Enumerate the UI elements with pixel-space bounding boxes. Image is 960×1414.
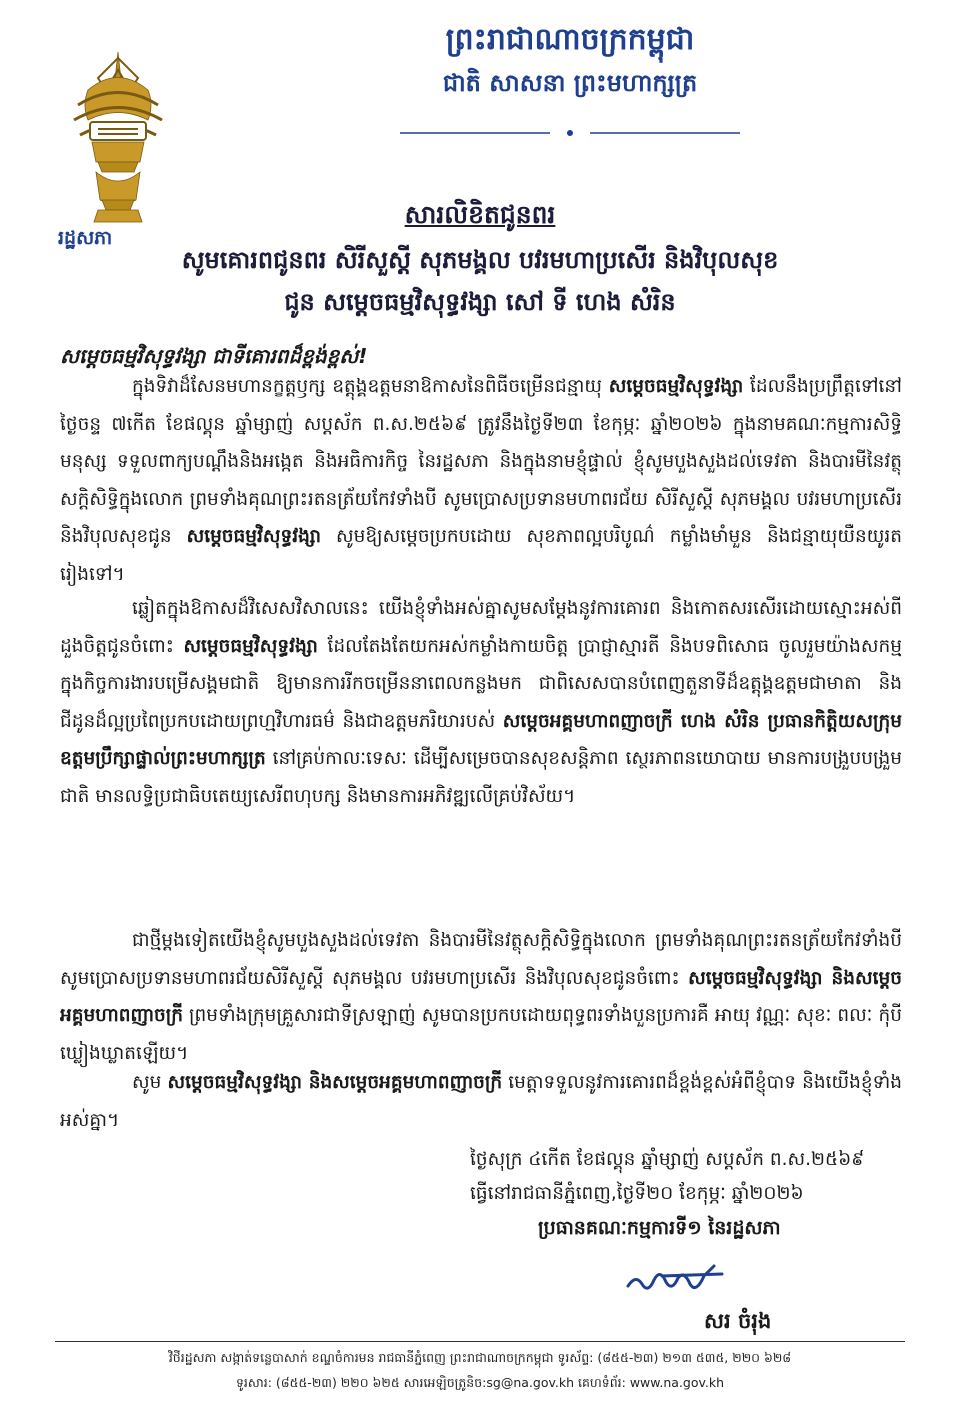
footer-divider: [55, 1341, 905, 1342]
paragraph-2-text-c: ដែលតែងតែយកអស់កម្លាំងកាយចិត្ត ប្រាជ្ញាស្មារតី និងបទពិសោធ ចូលរួមយ៉ាងសកម្មក្នុងកិច្ចការងារបម្រើសង្គមជាតិ ឱ្យមានការរីកចម្រើននាពេលកន្លងមក ជាពិសេសបានបំពេញតួនាទីដ៏ឧត្តុង្គឧត្តមជាមាតា និងជីដូនដ៏ល្អប្រពៃប្រកបដោយព្រហ្មវិហារធម៌ និងជាឧត្តមភរិយារបស់: [60, 635, 902, 732]
place-and-date: ធ្វើនៅរាជធានីភ្នំពេញ,ថ្ងៃទី២០ ខែកុម្ភៈ ឆ្នាំ២០២៦: [470, 1183, 804, 1204]
footer-contact: ទូរសារ: (៨៥៥-២៣) ២២០ ៦២៥ សារអេឡិចត្រូនិច:sg@na.gov.kh គេហទំព័រ: www.na.gov.kh: [235, 1375, 725, 1390]
kingdom-motto: ជាតិ សាសនា ព្រះមហាក្សត្រ: [442, 69, 698, 97]
signer-title: ប្រធានគណៈកម្មការទី១ នៃរដ្ឋសភា: [538, 1217, 781, 1239]
paragraph-3-text-c: ព្រមទាំងក្រុមគ្រួសារជាទីស្រឡាញ់ សូមបានប្រកបដោយពុទ្ធពរទាំងបួនប្រការគឺ អាយុ វណ្ណៈ សុខៈ ពលៈ កុំបីឃ្លៀងឃ្លាតឡើយ។: [60, 1005, 902, 1064]
paragraph-3-text-a: ជាថ្មីម្តងទៀតយើងខ្ញុំសូមបួងសួងដល់ទេវតា និងបារមីនៃវត្ថុសក្តិសិទ្ធិក្នុងលោក ព្រមទាំងគុណព្រះរតនត្រ័យកែវទាំងបី សូមប្រោសប្រទានមហាពរជ័យសិរីសួស្តី សុភមង្គល បវរមហាប្រសើរ និងវិបុលសុខជូនចំពោះ: [60, 930, 902, 989]
paragraph-3-bold-b: សម្តេចធម្មវិសុទ្ធវង្សា និងសម្តេចអគ្គមហាពញាចក្រី: [60, 967, 902, 1027]
greeting-line-1: សូមគោរពជូនពរ សិរីសួស្តី សុភមង្គល បវរមហាប្រសើរ និងវិបុលសុខ: [181, 246, 779, 274]
paragraph-2: [60, 590, 902, 816]
paragraph-1-text-e: សូមឱ្យសម្តេចប្រកបដោយ សុខភាពល្អបរិបូណ៌ កម្លាំងមាំមួន និងជន្មាយុយឺនយូរតរៀងទៅ។: [60, 526, 902, 585]
greeting-line-2: ជូន សម្តេចធម្មវិសុទ្ធវង្សា សៅ ទី ហេង សំរិន: [284, 288, 676, 316]
paragraph-4-bold-b: សម្តេចធម្មវិសុទ្ធវង្សា និងសម្តេចអគ្គមហាពញាចក្រី: [167, 1072, 503, 1093]
footer-address: វិថីរដ្ឋសភា សង្កាត់ទន្លេបាសាក់ ខណ្ឌចំការមន រាជធានីភ្នំពេញ ព្រះរាជាណាចក្រកម្ពុជា ទូរស័ព្ទ: (៨៥៥-២៣) ២១៣ ៥៣៥, ២២០ ៦២៨: [168, 1350, 792, 1365]
handwritten-signature: [622, 1256, 732, 1306]
signer-name: សរ ចំរុង: [704, 1309, 772, 1333]
lunar-date: ថ្ងៃសុក្រ ៤កើត ខែផល្គុន ឆ្នាំម្សាញ់ សប្តស័ក ព.ស.២៥៦៩: [470, 1149, 865, 1170]
letter-title: សារលិខិតជូនពរ: [404, 200, 556, 229]
paragraph-4-text-c: មេត្តាទទួលនូវការគោរពដ៏ខ្ពង់ខ្ពស់អំពីខ្ញុំបាទ និងយើងខ្ញុំទាំងអស់គ្នា។: [60, 1072, 902, 1131]
paragraph-2-text-a: ឆ្លៀតក្នុងឱកាសដ៏វិសេសវិសាលនេះ យើងខ្ញុំទាំងអស់គ្នាសូមសម្តែងនូវការគោរព និងកោតសរសើរដោយស្មោះអស់ពីដួងចិត្តជូនចំពោះ: [60, 598, 902, 657]
paragraph-1-bold-a: សម្តេចធម្មវិសុទ្ធវង្សា: [608, 376, 744, 397]
paragraph-4: [60, 1064, 902, 1139]
paragraph-2-text-e: នៅគ្រប់កាលៈទេសៈ ដើម្បីសម្រេចបានសុខសន្តិភាព ស្ថេរភាពនយោបាយ មានការបង្រួបបង្រួមជាតិ មានលទ្ធិប្រជាធិបតេយ្យសេរីពហុបក្ស និងមានការអភិវឌ្ឍលើគ្រប់វិស័យ។: [60, 748, 902, 807]
paragraph-1-text-a: ក្នុងទិវាដ៏សែនមហានក្ខត្តឫក្ស ឧត្តុង្គឧត្តមនាឱកាសនៃពិធីចម្រើនជន្មាយុ: [132, 376, 602, 397]
paragraph-4-text-a: សូម: [132, 1072, 162, 1093]
paragraph-1-bold-d: សម្តេចធម្មវិសុទ្ធវង្សា: [186, 526, 321, 548]
paragraph-2-bold-d: សម្តេចអគ្គមហាពញាចក្រី ហេង សំរិន ប្រធានកិត្តិយសក្រុមឧត្តមប្រឹក្សាផ្ទាល់ព្រះមហាក្សត្រ: [60, 710, 902, 770]
salutation: សម្តេចធម្មវិសុទ្ធវង្សា ជាទីគោរពដ៏ខ្ពង់ខ្ពស់!: [60, 344, 368, 368]
kingdom-title: ព្រះរាជាណាចក្រកម្ពុជា: [445, 22, 695, 57]
paragraph-2-bold-b: សម្តេចធម្មវិសុទ្ធវង្សា: [183, 635, 318, 657]
paragraph-1: [60, 368, 902, 594]
paragraph-1-text-c: ដែលនឹងប្រព្រឹត្តទៅនៅថ្ងៃចន្ទ ៧កើត ខែផល្គុន ឆ្នាំម្សាញ់ សប្តស័ក ព.ស.២៥៦៩ ត្រូវនឹងថ្ងៃទី២៣ ខែកុម្ភៈ ឆ្នាំ២០២៦ ក្នុងនាមគណៈកម្មការសិទ្ធិមនុស្ស ទទួលពាក្យបណ្តឹងនិងអង្កេត និងអធិការកិច្ច នៃរដ្ឋសភា និងក្នុងនាមខ្ញុំផ្ទាល់ ខ្ញុំសូមបួងសួងដល់ទេវតា និងបារមីនៃវត្ថុសក្តិសិទ្ធិក្នុងលោក ព្រមទាំងគុណព្រះរតនត្រ័យកែវទាំងបី សូមប្រោសប្រទានមហាពរជ័យ សិរីសួស្តី សុភមង្គល បវរមហាប្រសើរ និងវិបុលសុខជូន: [60, 376, 902, 548]
emblem-label: រដ្ឋសភា: [58, 227, 113, 249]
header-divider: [400, 128, 740, 138]
paragraph-3: [60, 922, 902, 1072]
